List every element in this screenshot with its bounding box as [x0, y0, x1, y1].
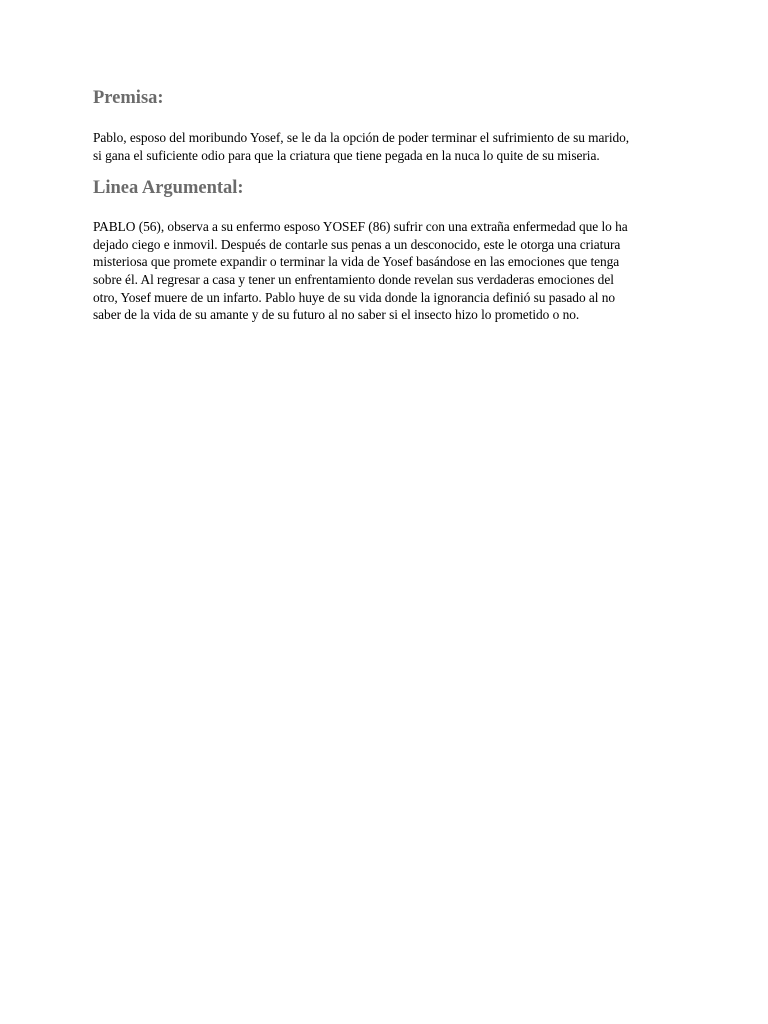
linea-argumental-line: PABLO (56), observa a su enfermo esposo YOSEF (86) sufrir con una extraña enfermedad que lo ha — [93, 219, 628, 235]
premisa-line: Pablo, esposo del moribundo Yosef, se le da la opción de poder terminar el sufrimiento de su marido, — [93, 130, 630, 145]
linea-argumental-line: saber de la vida de su amante y de su futuro al no saber si el insecto hizo lo prometido o no. — [93, 307, 580, 323]
linea-argumental-line: sobre él. Al regresar a casa y tener un enfrentamiento donde revelan sus verdaderas emociones del — [93, 271, 614, 287]
premisa-heading: Premisa: — [93, 88, 164, 108]
linea-argumental-paragraph — [93, 218, 678, 324]
premisa-line: si gana el suficiente odio para que la criatura que tiene pegada en la nuca lo quite de su miseria. — [93, 147, 600, 163]
linea-argumental-heading: Linea Argumental: — [93, 178, 244, 199]
document-content — [93, 86, 678, 324]
linea-argumental-line: dejado ciego e inmovil. Después de contarle sus penas a un desconocido, este le otorga una criatura — [93, 236, 621, 252]
linea-argumental-line: otro, Yosef muere de un infarto. Pablo huye de su vida donde la ignorancia definió su pasado al no — [93, 289, 616, 305]
linea-argumental-line: misteriosa que promete expandir o terminar la vida de Yosef basándose en las emociones que tenga — [93, 254, 620, 270]
premisa-paragraph — [93, 129, 678, 164]
